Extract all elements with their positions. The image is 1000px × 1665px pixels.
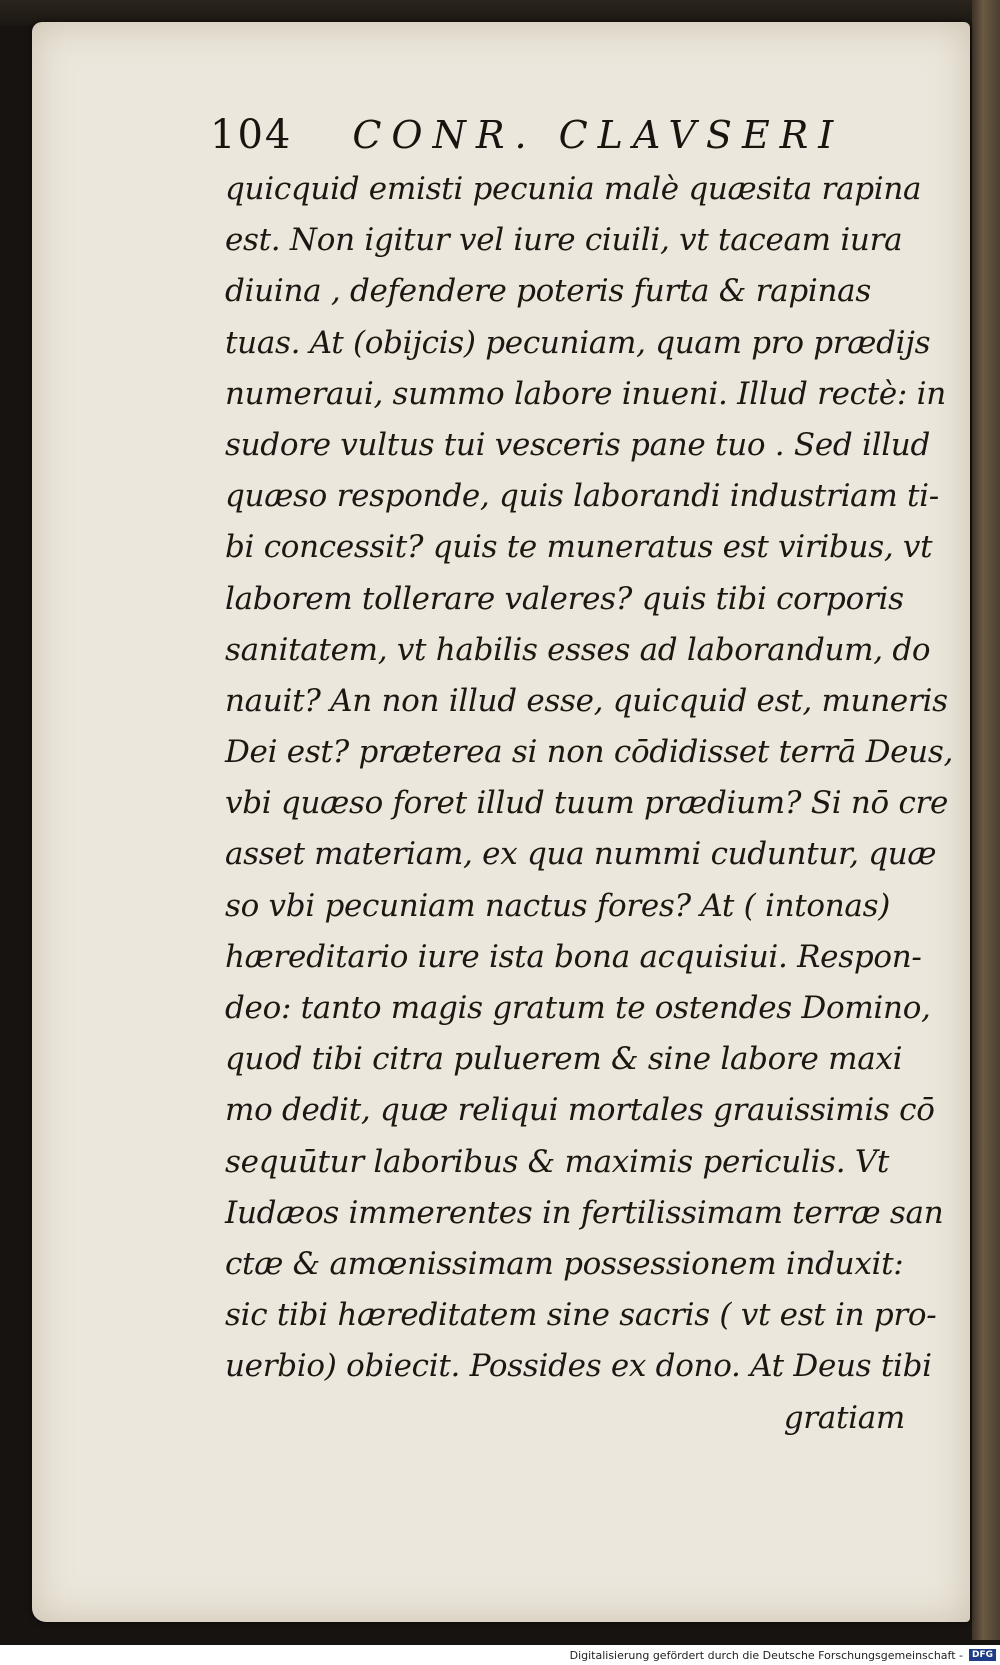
text-line: sanitatem, vt habilis esses ad laborandum, do — [225, 631, 931, 668]
text-line: numeraui, summo labore inueni. Illud rectè: in — [225, 375, 946, 412]
text-line: sic tibi hæreditatem sine sacris ( vt est in pro- — [225, 1297, 937, 1334]
footer-credit: Digitalisierung gefördert durch die Deutsche Forschungsgemeinschaft - — [569, 1648, 963, 1662]
text-line: so vbi pecuniam nactus fores? At ( intonas) — [225, 887, 891, 924]
page-number: 104 — [210, 112, 293, 158]
text-line: vbi quæso foret illud tuum prædium? Si nō cre — [225, 785, 949, 822]
text-line: Dei est? præterea si non cōdidisset terrā Deus, — [225, 734, 954, 771]
body-text — [225, 164, 955, 1444]
catchword: gratiam — [783, 1399, 905, 1436]
text-line: diuina , defendere poteris furta & rapinas — [225, 273, 871, 310]
text-line: mo dedit, quæ reliqui mortales grauissimis cō — [225, 1092, 935, 1129]
text-line: quæso responde, quis laborandi industriam ti- — [225, 478, 939, 515]
text-line: uerbio) obiecit. Possides ex dono. At Deus tibi — [225, 1348, 932, 1385]
running-title: CONR. CLAVSERI — [352, 113, 844, 157]
text-line: nauit? An non illud esse, quicquid est, muneris — [225, 682, 948, 719]
dfg-logo-icon: DFG — [969, 1649, 996, 1661]
running-head — [210, 112, 850, 172]
text-line: sequūtur laboribus & maximis periculis. Vt — [225, 1143, 890, 1180]
text-line: hæreditario iure ista bona acquisiui. Respon- — [225, 938, 922, 975]
text-line: ctæ & amœnissimam possessionem induxit: — [225, 1245, 904, 1282]
text-line: bi concessit? quis te muneratus est viribus, vt — [225, 529, 933, 566]
text-line: laborem tollerare valeres? quis tibi corporis — [225, 580, 904, 617]
text-line: sudore vultus tui vesceris pane tuo . Sed illud — [225, 426, 931, 463]
text-line: asset materiam, ex qua nummi cuduntur, quæ — [225, 836, 937, 873]
book-edge — [972, 0, 1000, 1640]
text-line: deo: tanto magis gratum te ostendes Domino, — [225, 990, 931, 1026]
digitization-footer — [0, 1645, 1000, 1665]
text-line: est. Non igitur vel iure ciuili, vt taceam iura — [225, 222, 903, 259]
text-line: Iudæos immerentes in fertilissimam terræ san — [225, 1194, 944, 1231]
text-line: tuas. At (obijcis) pecuniam, quam pro prædijs — [225, 324, 931, 361]
text-line: quod tibi citra puluerem & sine labore maxi — [225, 1041, 903, 1078]
text-line: quicquid emisti pecunia malè quæsita rapina — [225, 171, 922, 207]
